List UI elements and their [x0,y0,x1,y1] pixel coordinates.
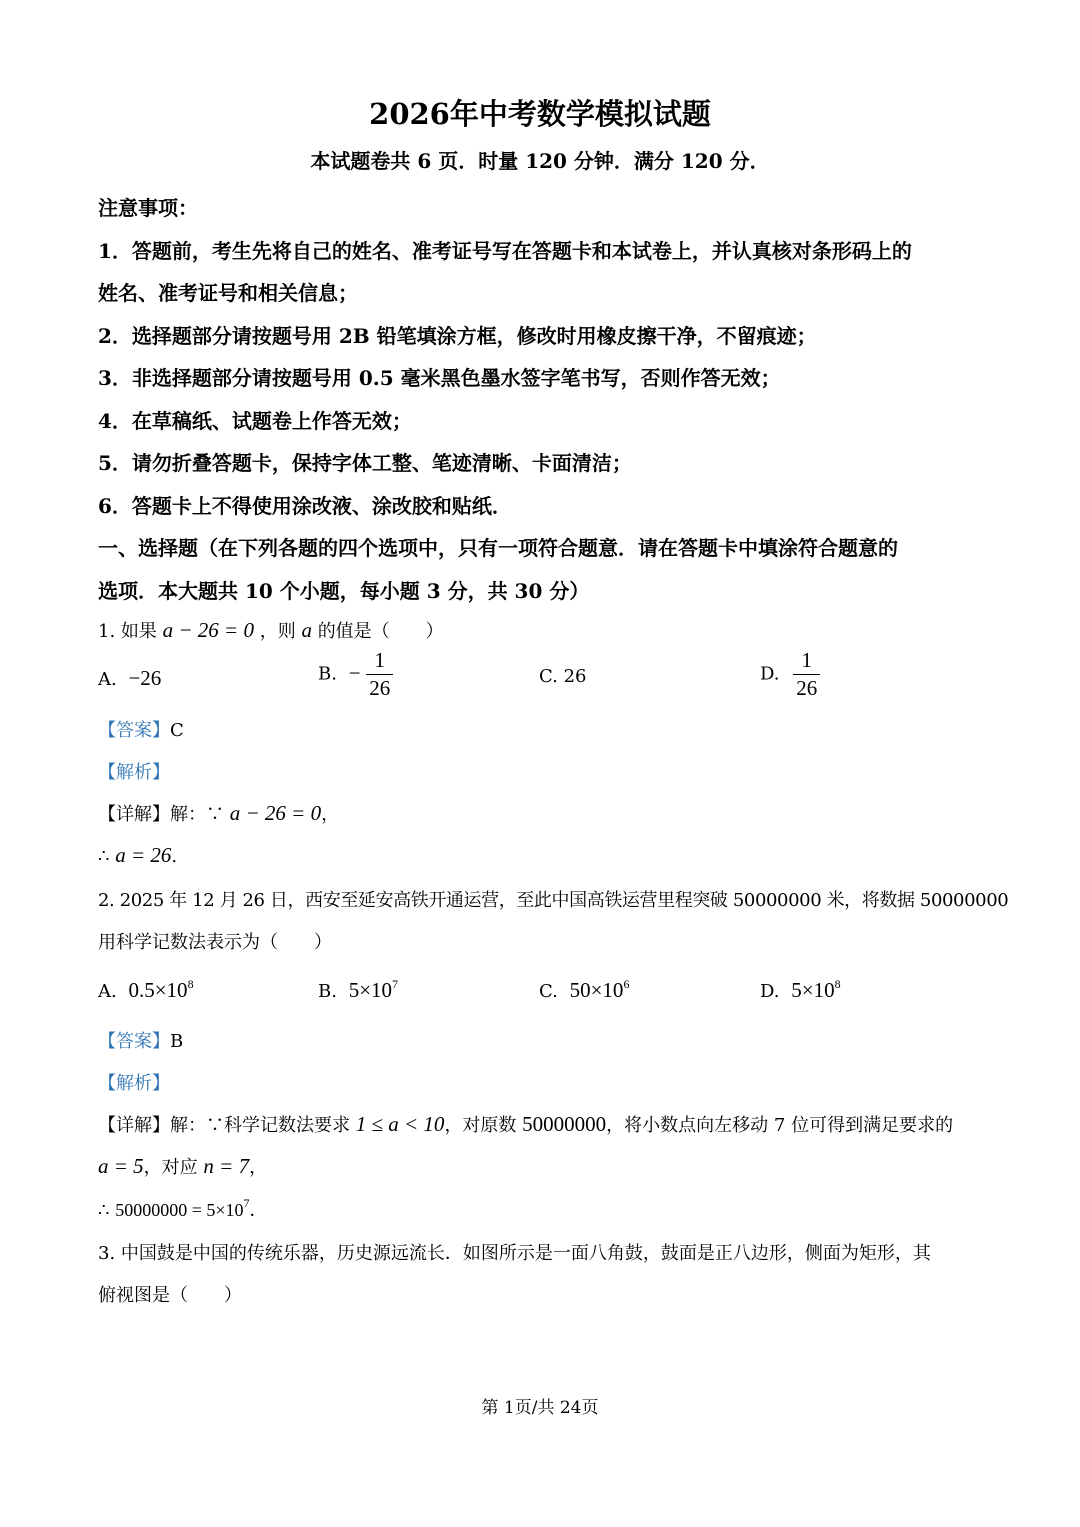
q1-answer [98,716,998,742]
q1-option-c: C. 26 [539,666,587,687]
q2-detail-number: 50000000 [522,1112,607,1136]
q1-equation: a − 26 = 0 [162,618,254,642]
q1-detail-label: 【详解】 [98,804,170,825]
section-heading-line-2: 选项．本大题共 10 个小题，每小题 3 分，共 30 分） [98,579,590,603]
q2-option-c-base: 50×10 [569,978,624,1002]
q1-detail [98,800,998,826]
q2-detail-text-e: ， [249,1157,268,1178]
q1-mid: ，则 [259,621,296,642]
q2-result-exp: 7 [243,1196,250,1210]
question-2-stem-line-2: 用科学记数法表示为（ ） [98,932,332,953]
note-2: 2．选择题部分请按题号用 2B 铅笔填涂方框，修改时用橡皮擦干净，不留痕迹； [98,324,817,348]
q1-option-a-value: −26 [128,666,162,690]
notes-heading: 注意事项： [98,196,198,220]
q2-option-d [760,978,841,1003]
note-6: 6．答题卡上不得使用涂改液、涂改胶和贴纸． [98,494,512,518]
q2-detail-text-d: ，对应 [143,1157,198,1178]
q2-detail-text-c: ，将小数点向左移动 7 位可得到满足要求的 [606,1115,954,1136]
q1-option-d-denominator: 26 [796,676,818,700]
q2-option-a-label: A. [98,981,117,1002]
question-2-stem-line-1: 2. 2025 年 12 月 26 日，西安至延安高铁开通运营，至此中国高铁运营里程突破 50000000 米，将数据 50000000 [98,890,1009,911]
q2-result-base: 50000000 = 5×10 [115,1200,244,1220]
q1-answer-bracket-open: 【 [98,720,116,741]
q2-option-c-label: C. [539,981,558,1002]
q2-detail-text-b: ，对原数 [444,1115,517,1136]
q1-analysis-label: 【解析】 [98,762,170,783]
q2-option-b [318,978,398,1003]
q1-therefore: ∴ [98,846,110,867]
section-heading-line-1: 一、选择题（在下列各题的四个选项中，只有一项符合题意．请在答题卡中填涂符合题意的 [98,536,898,560]
q2-detail-n-value: n = 7 [203,1154,250,1178]
q2-answer-label: 答案 [116,1031,152,1052]
note-4: 4．在草稿纸、试题卷上作答无效； [98,409,412,433]
q1-answer-value: C [170,720,184,741]
q1-detail-end: ， [321,804,340,825]
q2-option-d-base: 5×10 [791,978,835,1002]
page-footer: 第 1页/共 24页 [481,1398,599,1418]
q2-option-b-base: 5×10 [348,978,393,1002]
note-5: 5．请勿折叠答题卡，保持字体工整、笔迹清晰、卡面清洁； [98,451,632,475]
q2-option-d-value [791,978,840,1002]
q2-detail-range: 1 ≤ a < 10 [355,1112,445,1136]
q1-option-d-numerator: 1 [793,650,820,675]
q1-suffix: 的值是（ ） [317,621,444,642]
q1-option-b [318,650,393,699]
note-3: 3．非选择题部分请按题号用 0.5 毫米黑色墨水签字笔书写，否则作答无效； [98,366,781,390]
q1-detail-solve: 解：∵ [170,804,224,825]
question-3-stem-line-2: 俯视图是（ ） [98,1285,242,1306]
q2-option-b-label: B. [318,981,337,1002]
q2-option-c-value [570,978,630,1002]
q1-option-b-fraction [366,650,393,699]
q2-result-end: ． [249,1200,268,1221]
q2-option-a [98,978,194,1003]
q1-result-end: . [171,846,178,867]
page-title: 2026年中考数学模拟试题 [369,97,711,131]
q1-detail-equation: a − 26 = 0 [229,801,322,825]
q1-option-d-label: D. [760,663,780,685]
q1-option-d [760,650,820,699]
q2-answer-bracket-close: 】 [152,1031,170,1052]
q2-option-a-exp: 8 [187,977,194,991]
q2-therefore: ∴ [98,1200,110,1221]
q2-result-equation [115,1196,250,1220]
note-1-line-1: 1．答题前，考生先将自己的姓名、准考证号写在答题卡和本试卷上，并认真核对条形码上的 [98,239,912,263]
q2-detail-line-1 [98,1111,998,1137]
q1-option-b-label: B. [318,663,337,685]
q1-prefix: 1. 如果 [98,621,157,642]
q2-option-a-value [128,978,193,1002]
q2-option-b-exp: 7 [392,977,399,991]
note-1-line-2: 姓名、准考证号和相关信息； [98,281,358,305]
q2-answer-value: B [170,1031,184,1052]
question-1-stem [98,617,998,643]
q2-option-b-value [349,978,398,1002]
q2-option-d-label: D. [760,981,780,1002]
q1-option-a [98,666,161,691]
q1-answer-bracket-close: 】 [152,720,170,741]
q1-answer-label: 答案 [116,720,152,741]
q2-answer [98,1027,998,1053]
q2-option-c [539,978,629,1003]
q2-detail-solve: 解：∵ [170,1115,224,1136]
q2-option-a-base: 0.5×10 [128,978,188,1002]
q2-analysis-label: 【解析】 [98,1073,170,1094]
q2-detail-label: 【详解】 [98,1115,170,1136]
q2-detail-line-2 [98,1153,998,1179]
q2-option-d-exp: 8 [834,977,841,991]
q2-detail-text-a: 科学记数法要求 [224,1115,350,1136]
q1-result-equation: a = 26 [115,843,172,867]
q1-option-b-denominator: 26 [369,676,391,700]
q1-option-b-numerator: 1 [366,650,393,675]
q1-result [98,843,998,868]
q2-result [98,1196,998,1222]
page-subtitle: 本试题卷共 6 页．时量 120 分钟．满分 120 分． [310,149,770,173]
q1-option-b-sign: − [348,660,361,685]
q2-answer-bracket-open: 【 [98,1031,116,1052]
q1-variable: a [301,618,312,642]
q2-option-c-exp: 6 [623,977,630,991]
q1-option-d-fraction [793,650,820,699]
q2-detail-a-value: a = 5 [98,1154,144,1178]
q1-option-a-label: A. [98,669,117,690]
question-3-stem-line-1: 3. 中国鼓是中国的传统乐器，历史源远流长．如图所示是一面八角鼓，鼓面是正八边形，侧面为矩形，其 [98,1243,931,1264]
